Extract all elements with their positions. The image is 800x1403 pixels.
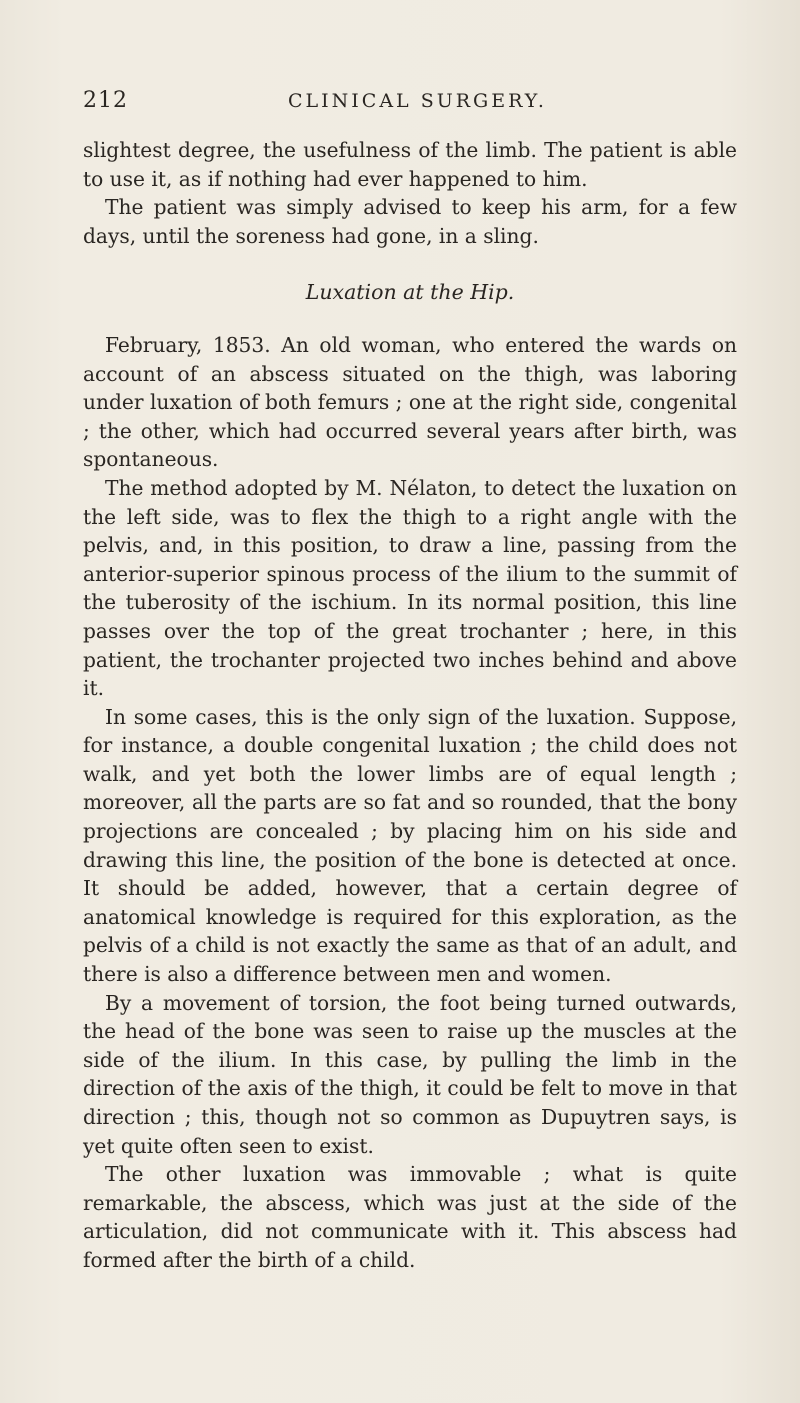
section-title: Luxation at the Hip. <box>305 280 515 305</box>
paragraph: In some cases, this is the only sign of the luxation. Suppose, for instance, a double congenital luxation ; the child does not walk, and yet both the lower limbs are of equal length ; moreover, all the parts are so fat and so rounded, that the bony projections are concealed ; by placing him on his side and drawing this line, the position of the bone is detected at once. It should be added, however, that a certain degree of anatomical knowledge is required for this exploration, as the pelvis of a child is not exactly the same as that of an adult, and there is also a difference between men and women. <box>83 704 737 987</box>
paragraph: The other luxation was immovable ; what is quite remarkable, the abscess, which was just at the side of the articulation, did not communicate with it. This abscess had formed after the birth of a child. <box>83 1162 737 1272</box>
paragraph: The patient was simply advised to keep his arm, for a few days, until the soreness had gone, in a sling. <box>83 195 737 248</box>
paragraph: February, 1853. An old woman, who entered the wards on account of an abscess situated on the thigh, was laboring under luxation of both femurs ; one at the right side, congenital ; the other, which had occurred several years after birth, was spontaneous. <box>83 332 737 472</box>
paragraph: By a movement of torsion, the foot being turned outwards, the head of the bone was seen to raise up the muscles at the side of the ilium. In this case, by pulling the limb in the direction of the axis of the thigh, it could be felt to move in that direction ; this, though not so common as Dupuytren says, is yet quite often seen to exist. <box>83 990 737 1158</box>
paragraph: The method adopted by M. Nélaton, to detect the luxation on the left side, was to flex the thigh to a right angle with the pelvis, and, in this position, to draw a line, passing from the anterior-superior spinous process of the ilium to the summit of the tuberosity of the ischium. In its normal position, this line passes over the top of the great trochanter ; here, in this patient, the trochanter projected two inches behind and above it. <box>83 475 737 701</box>
page-header <box>83 88 743 118</box>
page-number: 212 <box>83 88 128 113</box>
body-text <box>83 136 737 1275</box>
running-head: CLINICAL SURGERY. <box>288 90 547 112</box>
paragraph: slightest degree, the usefulness of the limb. The patient is able to use it, as if nothing had ever happened to him. <box>83 138 737 191</box>
